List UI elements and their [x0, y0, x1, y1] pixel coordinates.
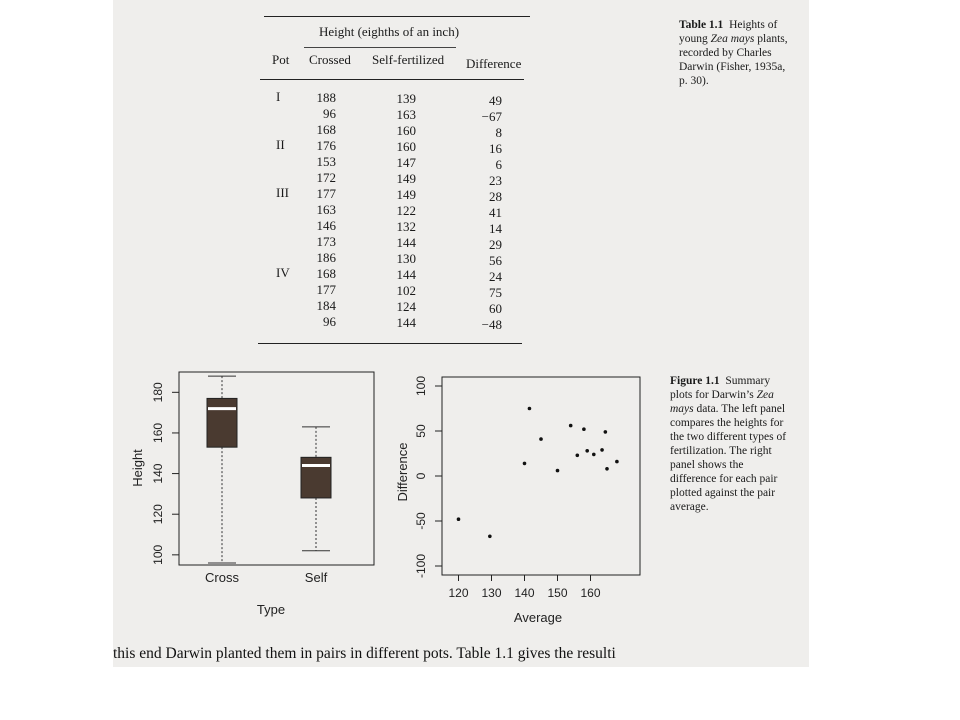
self-cell: 160 — [396, 123, 416, 138]
scatter-point — [615, 460, 619, 464]
pot-cell: II — [276, 137, 285, 152]
table-group-rule — [304, 47, 456, 48]
self-cell: 124 — [396, 299, 416, 314]
scatter-x-tick-label: 150 — [547, 586, 568, 600]
self-cell: 144 — [396, 235, 416, 250]
crossed-cell: 172 — [316, 170, 336, 185]
boxplot-y-tick-label: 180 — [151, 382, 165, 403]
scatter-x-tick-label: 140 — [514, 586, 535, 600]
table-caption-italic: Zea mays — [710, 33, 755, 45]
boxplot-y-tick-label: 120 — [151, 504, 165, 525]
scatter-frame — [442, 377, 640, 575]
scatter-point — [600, 448, 604, 452]
self-cell: 130 — [396, 251, 416, 266]
self-cell: 149 — [396, 187, 416, 202]
difference-cell: 75 — [489, 285, 502, 300]
scatter-x-tick-label: 120 — [448, 586, 469, 600]
difference-cell: 14 — [489, 221, 502, 236]
crossed-cell: 168 — [316, 266, 336, 281]
figure-caption-label: Figure 1.1 — [670, 375, 720, 387]
scatter-point — [528, 407, 532, 411]
difference-cell: 49 — [489, 93, 502, 108]
difference-cell: 16 — [489, 141, 502, 156]
difference-cell: 6 — [495, 157, 502, 172]
crossed-cell: 146 — [316, 218, 336, 233]
boxplot-x-label: Type — [256, 602, 286, 617]
figure-caption — [670, 374, 790, 514]
difference-cell: 8 — [495, 125, 502, 140]
scatter-point — [457, 517, 461, 521]
table-caption-text-a: Heights of young — [679, 19, 778, 45]
figure-caption-text-a: Summary plots for Darwin’s — [670, 375, 771, 401]
self-cell: 163 — [396, 107, 416, 122]
book-page — [113, 0, 809, 667]
scatter-point — [604, 430, 608, 434]
self-cell: 147 — [396, 155, 416, 170]
crossed-cell: 168 — [316, 122, 336, 137]
table-header-rule — [260, 79, 524, 80]
self-cell: 144 — [396, 315, 416, 330]
boxplot-box — [301, 457, 331, 498]
table-top-rule — [264, 16, 530, 17]
difference-cell: 29 — [489, 237, 502, 252]
boxplot-box — [207, 398, 237, 447]
crossed-cell: 176 — [316, 138, 336, 153]
self-cell: 149 — [396, 171, 416, 186]
scatter-y-label: Difference — [395, 442, 410, 502]
scatter-y-tick-label: -50 — [414, 512, 428, 530]
self-cell: 144 — [396, 267, 416, 282]
scatter-x-tick-label: 130 — [481, 586, 502, 600]
scatter-point — [582, 427, 586, 431]
table-bottom-rule — [258, 343, 522, 344]
crossed-cell: 96 — [323, 106, 336, 121]
header-crossed: Crossed — [309, 52, 351, 67]
header-pot: Pot — [272, 52, 290, 67]
difference-column — [464, 93, 502, 333]
boxplot-y-tick-label: 140 — [151, 463, 165, 484]
difference-cell: 24 — [489, 269, 502, 284]
self-cell: 160 — [396, 139, 416, 154]
crossed-cell: 177 — [316, 186, 336, 201]
crossed-cell: 188 — [316, 90, 336, 105]
self-cell: 139 — [396, 91, 416, 106]
crossed-cell: 163 — [316, 202, 336, 217]
scatter-point — [523, 462, 527, 466]
header-difference: Difference — [466, 56, 522, 71]
table-caption-text-b: plants, recorded by Charles Darwin (Fisher, 1935a, p. 30). — [679, 33, 788, 87]
self-cell: 102 — [396, 283, 416, 298]
scatter-chart — [395, 362, 670, 632]
self-cell: 122 — [396, 203, 416, 218]
scatter-y-tick-label: -100 — [414, 553, 428, 579]
scatter-y-tick-label: 0 — [414, 472, 428, 480]
scatter-point — [585, 449, 589, 453]
crossed-cell: 186 — [316, 250, 336, 265]
difference-cell: 60 — [489, 301, 502, 316]
pot-cell: IV — [276, 265, 290, 280]
boxplot-y-tick-label: 160 — [151, 422, 165, 443]
difference-cell: 56 — [489, 253, 502, 268]
scatter-point — [556, 469, 560, 473]
table-caption-label: Table 1.1 — [679, 19, 724, 31]
pot-cell: I — [276, 89, 281, 104]
crossed-cell: 184 — [316, 298, 336, 313]
scatter-point — [488, 535, 492, 539]
scatter-y-tick-label: 100 — [414, 375, 428, 397]
difference-cell: 23 — [489, 173, 502, 188]
crossed-cell: 153 — [316, 154, 336, 169]
self-column — [374, 91, 416, 331]
boxplot-category-label: Self — [304, 570, 328, 585]
figure-caption-italic: Zea mays — [670, 389, 774, 415]
table-caption — [679, 18, 791, 88]
difference-cell: −48 — [481, 317, 502, 332]
difference-cell: 28 — [489, 189, 502, 204]
scatter-y-tick-label: 50 — [414, 424, 428, 438]
crossed-cell: 96 — [323, 314, 336, 329]
scatter-point — [569, 424, 573, 428]
body-text-line: this end Darwin planted them in pairs in different pots. Table 1.1 gives the resulti — [113, 645, 616, 662]
scatter-point — [539, 437, 543, 441]
height-table — [254, 0, 674, 350]
boxplot-chart — [128, 362, 398, 627]
boxplot-y-label: Height — [130, 449, 145, 487]
crossed-cell: 177 — [316, 282, 336, 297]
scatter-x-tick-label: 160 — [580, 586, 601, 600]
table-super-header: Height (eighths of an inch) — [318, 24, 460, 39]
scatter-point — [576, 454, 580, 458]
boxplot-category-label: Cross — [205, 570, 239, 585]
scatter-x-label: Average — [513, 610, 563, 625]
scatter-point — [592, 453, 596, 457]
figure-caption-text-b: data. The left panel compares the heights for the two different types of fertilization. The right panel shows the difference for each pair plotted against the pair average. — [670, 403, 787, 513]
scatter-point — [605, 467, 609, 471]
difference-cell: −67 — [481, 109, 502, 124]
header-self: Self-fertilized — [372, 52, 445, 67]
boxplot-y-tick-label: 100 — [151, 544, 165, 565]
crossed-column — [294, 90, 336, 330]
self-cell: 132 — [396, 219, 416, 234]
pot-cell: III — [276, 185, 289, 200]
difference-cell: 41 — [489, 205, 502, 220]
crossed-cell: 173 — [316, 234, 336, 249]
